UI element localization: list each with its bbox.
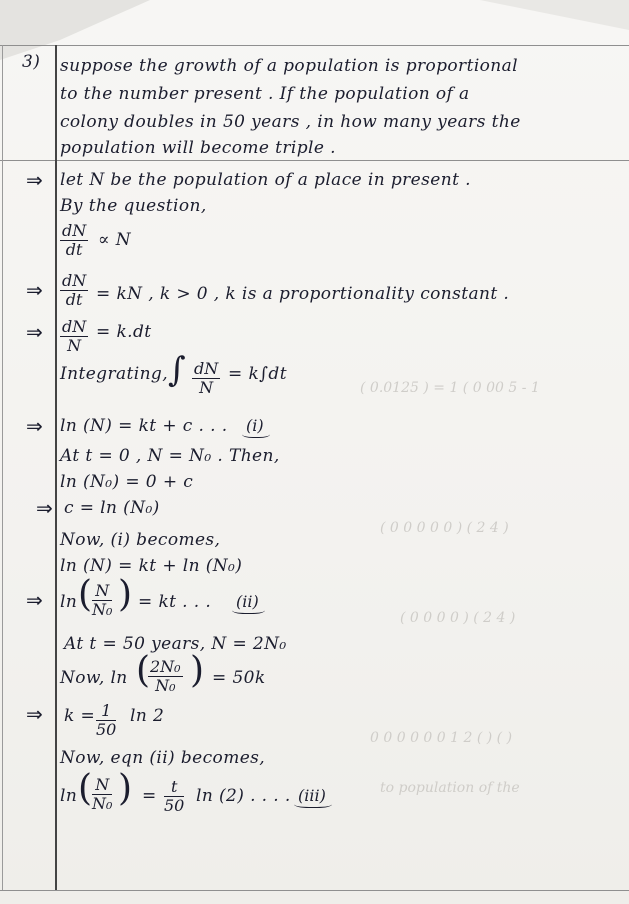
fraction-dN-dt (60, 222, 88, 259)
fraction-numerator: N (92, 776, 112, 795)
left-paren: ( (78, 768, 93, 809)
margin-line (55, 45, 57, 890)
at-t-zero: At t = 0 , N = N₀ . Then, (60, 446, 280, 466)
bleed-through-text: ( 0 0 0 0 ) ( 2 4 ) (400, 610, 516, 626)
fraction-dN-dt (60, 272, 88, 309)
equation-kN: = kN , k > 0 , k is a proportionality constant . (96, 284, 510, 304)
implies-arrow: ⇒ (26, 414, 43, 438)
implies-arrow: ⇒ (26, 702, 43, 726)
ln-prefix: ln (60, 592, 78, 612)
fraction-denominator: dt (65, 290, 83, 309)
fraction-denominator: N₀ (92, 794, 113, 813)
page-fold-shadow (0, 0, 629, 60)
fraction-2N0-N0 (148, 658, 183, 695)
fraction-denominator: 50 (96, 720, 117, 739)
fraction-numerator: N (92, 582, 112, 601)
integral-sign: ∫ (168, 350, 186, 390)
fraction-numerator: t (164, 778, 184, 797)
implies-arrow: ⇒ (36, 496, 53, 520)
fraction-numerator: dN (62, 271, 87, 290)
bleed-through-text: 0 0 0 0 0 0 1 2 ( ) ( ) (370, 730, 513, 746)
implies-arrow: ⇒ (26, 320, 43, 344)
at-t-fifty: At t = 50 years, N = 2N₀ (64, 634, 287, 654)
ruled-line (0, 890, 629, 891)
fraction-denominator: N (67, 336, 82, 355)
ruled-line (0, 45, 629, 46)
k-rhs: ln 2 (130, 706, 165, 726)
proportional-rhs: ∝ N (98, 230, 131, 250)
ln-n0-equation: ln (N₀) = 0 + c (60, 472, 194, 492)
equation-label-ii: (ii) (236, 592, 259, 611)
integral-rhs: = k∫dt (228, 364, 287, 384)
now-ln: Now, ln (60, 668, 128, 688)
bleed-through-text: to population of the (380, 780, 520, 796)
fraction-denominator: N₀ (155, 676, 176, 695)
equation-kdt: = k.dt (96, 322, 152, 342)
fraction-denominator: 50 (164, 796, 185, 815)
fraction-numerator: dN (62, 221, 87, 240)
final-equals: = (142, 786, 157, 806)
fraction-numerator: 1 (96, 702, 116, 721)
implies-arrow: ⇒ (26, 168, 43, 192)
ratio2-rhs: = 50k (212, 668, 266, 688)
equation-label-i: (i) (246, 416, 264, 435)
fraction-denominator: N (199, 378, 214, 397)
fraction-denominator: dt (65, 240, 83, 259)
left-paren: ( (136, 650, 151, 691)
implies-arrow: ⇒ (26, 588, 43, 612)
fraction-dN-N (60, 318, 88, 355)
ratio-rhs: = kt . . . (138, 592, 212, 612)
problem-line: colony doubles in 50 years , in how many years the (60, 112, 521, 132)
implies-arrow: ⇒ (26, 278, 43, 302)
now-eqn-ii-becomes: Now, eqn (ii) becomes, (60, 748, 266, 768)
problem-number: 3) (22, 52, 41, 72)
left-paren: ( (78, 574, 93, 615)
problem-line: to the number present . If the population of a (60, 84, 470, 104)
now-i-becomes: Now, (i) becomes, (60, 530, 221, 550)
final-ln-prefix: ln (60, 786, 78, 806)
fraction-denominator: N₀ (92, 600, 113, 619)
margin-line-left (2, 45, 3, 890)
let-statement: let N be the population of a place in present . (60, 170, 471, 190)
by-the-question: By the question, (60, 196, 207, 216)
right-paren: ) (190, 650, 205, 691)
right-paren: ) (118, 574, 133, 615)
fraction-numerator: dN (62, 317, 87, 336)
bleed-through-text: ( 0.0125 ) = 1 ( 0 00 5 - 1 (360, 380, 540, 396)
bleed-through-text: ( 0 0 0 0 0 ) ( 2 4 ) (380, 520, 509, 536)
right-paren: ) (118, 768, 133, 809)
fraction-dN-N (192, 360, 220, 397)
fraction-N-N0 (92, 582, 112, 619)
fraction-numerator: dN (194, 359, 219, 378)
ruled-line (0, 160, 629, 161)
c-equation: c = ln (N₀) (64, 498, 160, 518)
fraction-1-50 (96, 702, 116, 739)
integrating-label: Integrating, (60, 364, 169, 384)
fraction-N-N0 (92, 776, 112, 813)
ln-n-equation: ln (N) = kt + ln (N₀) (60, 556, 243, 576)
fraction-numerator: 2N₀ (150, 657, 181, 676)
problem-line: population will become triple . (60, 138, 336, 158)
final-rhs: ln (2) . . . . (196, 786, 291, 806)
fraction-t-50 (164, 778, 184, 815)
equation-label-iii: (iii) (298, 786, 326, 805)
k-lhs: k = (64, 706, 96, 726)
ln-equation: ln (N) = kt + c . . . (60, 416, 228, 436)
problem-line: suppose the growth of a population is proportional (60, 56, 519, 76)
